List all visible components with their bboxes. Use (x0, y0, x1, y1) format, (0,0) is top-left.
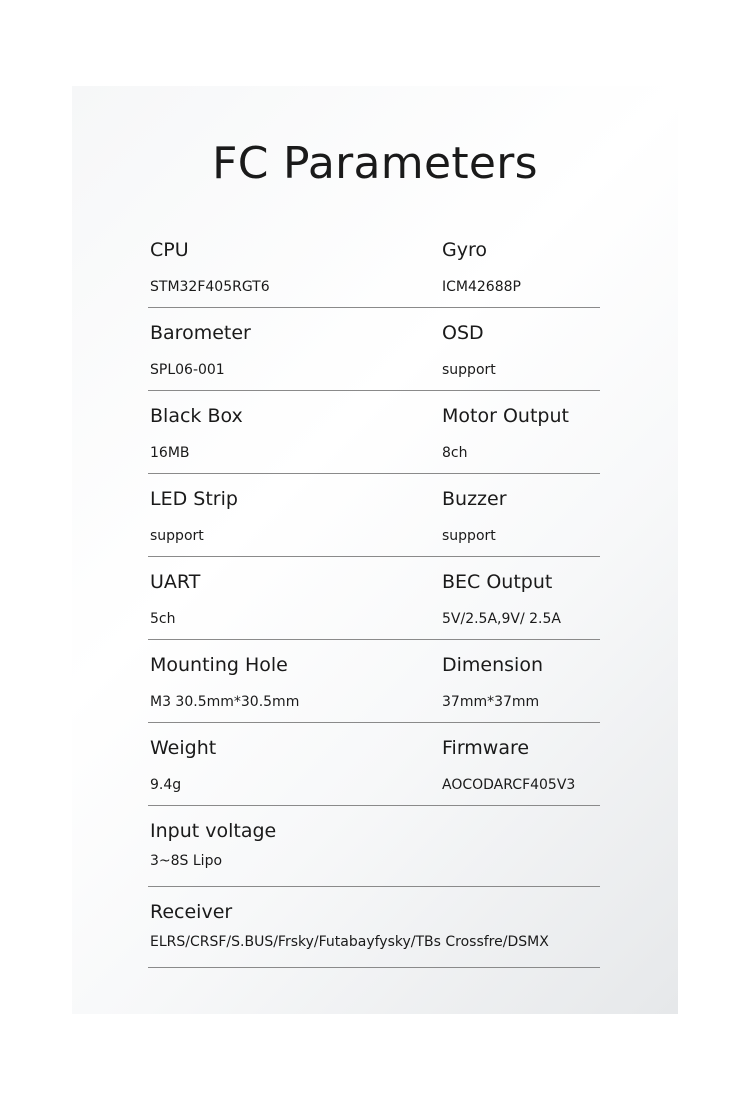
param-label: Firmware (442, 737, 530, 759)
param-input-voltage (150, 806, 435, 886)
param-value: 3~8S Lipo (150, 853, 223, 869)
param-label: Dimension (442, 654, 543, 676)
param-value: support (442, 362, 496, 378)
param-osd (442, 308, 600, 390)
param-value: SPL06-001 (150, 362, 225, 378)
param-value: 16MB (150, 445, 190, 461)
parameter-row (148, 557, 600, 640)
param-label: Barometer (150, 322, 251, 344)
param-value: 8ch (442, 445, 468, 461)
parameter-row (148, 225, 600, 308)
param-cpu (150, 225, 435, 307)
parameter-row (148, 640, 600, 723)
parameter-row (148, 391, 600, 474)
param-value: 5ch (150, 611, 176, 627)
param-label: Mounting Hole (150, 654, 288, 676)
param-label: Input voltage (150, 820, 277, 842)
param-value: AOCODARCF405V3 (442, 777, 576, 793)
param-value: STM32F405RGT6 (150, 279, 270, 295)
param-value: 5V/2.5A,9V/ 2.5A (442, 611, 561, 627)
param-label: Weight (150, 737, 217, 759)
parameter-row (148, 308, 600, 391)
param-label: LED Strip (150, 488, 238, 510)
param-label: Buzzer (442, 488, 507, 510)
param-label: OSD (442, 322, 484, 344)
param-motor-output (442, 391, 600, 473)
param-firmware (442, 723, 600, 805)
param-value: support (150, 528, 204, 544)
param-value: ELRS/CRSF/S.BUS/Frsky/Futabayfysky/TBs Crossfre/DSMX (150, 934, 549, 950)
param-label: Motor Output (442, 405, 569, 427)
param-buzzer (442, 474, 600, 556)
param-bec-output (442, 557, 600, 639)
param-label: Receiver (150, 901, 233, 923)
param-value: ICM42688P (442, 279, 521, 295)
param-mounting-hole (150, 640, 435, 722)
parameter-row (148, 806, 600, 887)
param-label: BEC Output (442, 571, 553, 593)
parameter-row (148, 887, 600, 968)
page-title: FC Parameters (212, 138, 538, 189)
param-black-box (150, 391, 435, 473)
param-label: CPU (150, 239, 189, 261)
param-uart (150, 557, 435, 639)
param-label: UART (150, 571, 201, 593)
param-gyro (442, 225, 600, 307)
param-led-strip (150, 474, 435, 556)
param-label: Gyro (442, 239, 487, 261)
parameter-table (148, 225, 600, 968)
param-value: 9.4g (150, 777, 182, 793)
param-receiver (150, 887, 549, 967)
param-dimension (442, 640, 600, 722)
param-value: support (442, 528, 496, 544)
param-barometer (150, 308, 435, 390)
param-weight (150, 723, 435, 805)
parameter-row (148, 723, 600, 806)
param-label: Black Box (150, 405, 243, 427)
param-value: M3 30.5mm*30.5mm (150, 694, 300, 710)
param-value: 37mm*37mm (442, 694, 540, 710)
parameter-row (148, 474, 600, 557)
